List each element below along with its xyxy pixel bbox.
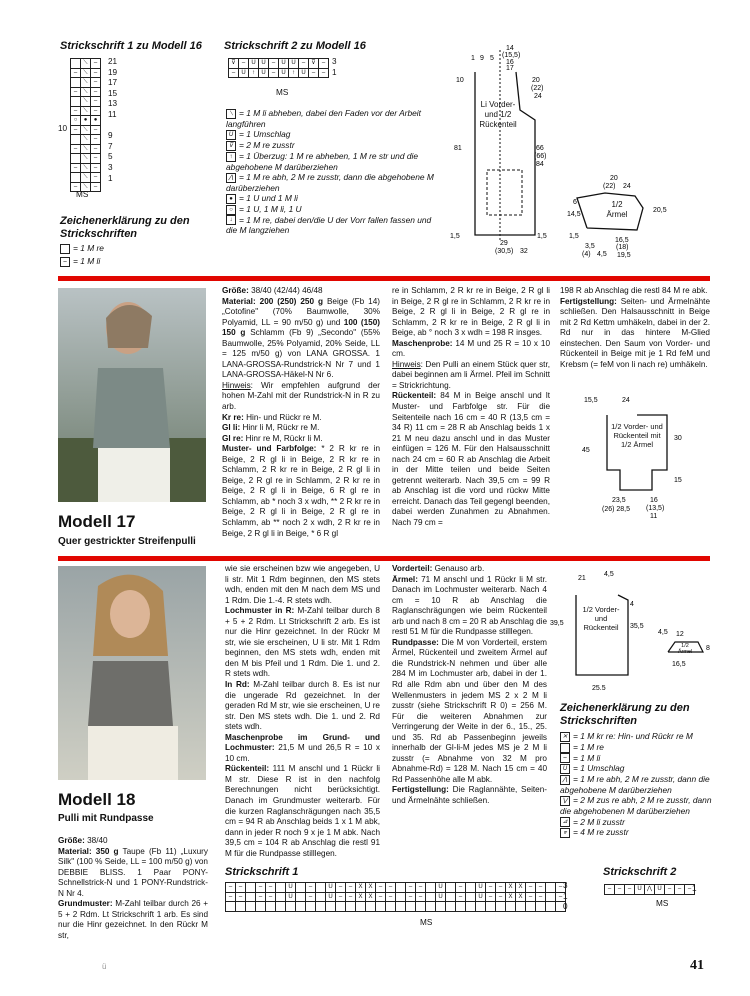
- legend-title-top: Zeichenerklärung zu den Strickschriften: [60, 215, 190, 240]
- svg-text:(26) 28,5: (26) 28,5: [602, 506, 631, 513]
- chart1-ms: MS: [76, 190, 89, 199]
- legend-top-middle: ⟍ = 1 M li abheben, dabei den Faden vor der Arbeit langführen U = 1 Umschlag ⊽ = 2 M re zusstr ↑ = 1 Überzug: 1 M re abheben, 1 M re str und die abgehobene M darüberziehen ⋀ = 1 M re abh, 2 M re zusstr, dann die abgehobene M darüberziehen ● = 1 U und 1 M li ○ = 1 U, 1 M li, 1 U ↓ = 1 M re, dabei den/die U der Vorr fallen fassen und die M langziehen: [226, 108, 434, 236]
- paragraph: Lochmuster in R: M-Zahl teilbar durch 8 + 5 + 2 Rdm. Lt Strickschrift 2 arb. Es ist nur die Hinr gezeichnet. In der Rückr M str, wie sie erscheinen, U li str. Mit 1 Rdm beginnen, den MS stets wdh, enden mit den M bis Pfeil und 1 Rdm. Die 1. und 2. R stets wdh.: [225, 606, 380, 679]
- svg-text:(15,5): (15,5): [502, 52, 521, 59]
- model17-col1: [222, 286, 380, 539]
- paragraph: Rückenteil: 111 M anschl und 1 Rückr li M str. Diese R ist in den nachfolg Berechnungen nicht berücksichtigt. Danach im Grundmuster weiterarb. Für die kurzen Raglanschrägungen nach 35,5 cm = 94 R ab Anschlag beids 1 x 1 M abk, dann in jeder R noch 9 x je 1 M abk. Nach 39,5 cm = 104 R ab Anschlag die restl 91 M für die Rundpasse stilllegen.: [225, 764, 380, 858]
- paragraph: Hinweis: Den Pulli an einem Stück quer str, dabei beginnen am li Ärmel. Pfeil im Schnitt = Strickrichtung.: [392, 359, 550, 390]
- svg-text:19,5: 19,5: [617, 252, 631, 259]
- svg-text:29: 29: [500, 240, 508, 247]
- paragraph: Material: 200 (250) 250 g Beige (Fb 14) „Cotofine" (70% Baumwolle, 30% Polyamid, LL = 90 m/50 g) und 100 (150) 150 g Schlamm (Fb 9) „Secondo" (55% Baumwolle, 25% Polyamid, 20% Seide, LL = 125 m/50 g) von LANA GROSSA. 1 LANA-GROSSA-Rundstrick-N Nr 7 und 1 LANA-GROSSA-Häkel-N Nr 6.: [222, 296, 381, 380]
- svg-text:16,5: 16,5: [615, 237, 629, 244]
- model18-title: Modell 18: [58, 790, 136, 809]
- svg-text:45: 45: [582, 447, 590, 454]
- legend-basic-1: = 1 M re: [60, 243, 104, 254]
- svg-text:21: 21: [578, 575, 586, 582]
- paragraph: Rundpasse: Die M von Vorderteil, erstem Ärmel, Rückenteil und zweitem Ärmel auf die Rundstrick-N nehmen und über alle 284 M im Lochmuster arb, dabei in der 1. Rd alle Rdm abn und über den M des Wellenmusters in jedem MS 2 x 2 M li zusstr (siehe Strickschrift R 0) = 256 M. Für die weiteren Abnahmen zur Verringerung der Weite in der 6., 15., 25. und 35. Rd ab Passenbeginn jeweils innerhalb der Gl-li-M jedes MS je 2 M li zusstr (= Abnahme von 32 M pro Abnahme-Rd) = 128 M. Nach 15 cm = 40 Rd Passenhöhe alle M abk.: [392, 637, 547, 784]
- svg-text:16,5: 16,5: [672, 661, 686, 668]
- svg-text:6: 6: [573, 199, 577, 206]
- svg-text:32: 32: [520, 248, 528, 255]
- svg-text:20,5: 20,5: [653, 207, 667, 214]
- svg-text:3,5: 3,5: [585, 243, 595, 250]
- svg-text:14,5: 14,5: [567, 211, 581, 218]
- svg-text:4,5: 4,5: [604, 571, 614, 578]
- red-divider-1: [58, 276, 710, 281]
- paragraph: Größe: 38/40: [58, 836, 108, 845]
- m18-chart2-ms: MS: [656, 899, 669, 908]
- paragraph: Gl li: Hinr li M, Rückr re M.: [222, 423, 320, 433]
- page-number: 41: [690, 958, 704, 973]
- svg-text:30: 30: [674, 435, 682, 442]
- svg-text:5: 5: [490, 55, 494, 62]
- legend-basic-2: – = 1 M li: [60, 256, 100, 267]
- model17-schematic: [572, 390, 712, 520]
- paragraph: wie sie erscheinen bzw wie angegeben, U li str. Mit 1 Rdm beginnen, den MS stets wdh, enden mit den M nach dem MS und 1 Rdm. Die 1.-4. R stets wdh.: [225, 564, 380, 605]
- svg-text:(66): (66): [534, 153, 547, 160]
- svg-text:(13,5): (13,5): [646, 505, 665, 512]
- svg-text:8: 8: [706, 645, 710, 652]
- paragraph: 198 R ab Anschlag die restl 84 M re abk.: [560, 286, 708, 295]
- paragraph: Vorderteil: Genauso arb.: [392, 564, 485, 573]
- model18-col1: [58, 836, 208, 941]
- paragraph: In Rd: M-Zahl teilbar durch 8. Es ist nur die ungerade Rd gezeichnet. In der geraden Rd M str, wie sie erscheinen, U re str. Den MS stets wdh. Die 1. und 2. Rd stets wdh.: [225, 680, 380, 732]
- paragraph: Material: 350 g Taupe (Fb 11) „Luxury Silk" (100 % Seide, LL = 100 m/50 g) von DEBBIE BLISS. 1 Paar PONY-Schnellstrick-N und 1 PONY-Rundstrick-N Nr 4.: [58, 846, 208, 898]
- svg-text:(22): (22): [531, 85, 544, 92]
- svg-text:24: 24: [623, 183, 631, 190]
- svg-text:24: 24: [622, 397, 630, 404]
- svg-text:24: 24: [534, 93, 542, 100]
- svg-text:(18): (18): [616, 244, 629, 251]
- svg-text:20: 20: [532, 77, 540, 84]
- footer-mark: ü: [102, 962, 107, 971]
- paragraph: Gl re: Hinr re M, Rückr li M.: [222, 433, 323, 443]
- svg-text:10: 10: [456, 77, 464, 84]
- paragraph: Hinweis: Wir empfehlen aufgrund der hohen M-Zahl mit der Rundstrick-N in R zu arb.: [222, 380, 380, 412]
- m18-chart2-rows: 1: [692, 884, 697, 893]
- paragraph: Grundmuster: M-Zahl teilbar durch 26 + 5 + 2 Rdm. Lt Strickschrift 1 arb. Es sind nur die Hinr gezeichnet. In den Rückr M str,: [58, 899, 208, 940]
- svg-text:84: 84: [536, 161, 544, 168]
- m18-chart2-grid: – – – U ⋀ U – – –: [604, 884, 695, 895]
- svg-text:23,5: 23,5: [612, 497, 626, 504]
- paragraph: Fertigstellung: Seiten- und Ärmelnähte schließen. Den Halsausschnitt in Beige mit 2 Rd Kettm umhäkeln, dabei in der 2. Rd nur in das hintere M-Glied einstechen. Den Saum von Vorder- und Rückenteil in Beige mit je 1 Rd feM und Krebsm (= feM von li nach re) umhäkeln.: [560, 296, 710, 369]
- svg-text:16: 16: [506, 59, 514, 66]
- paragraph: Größe: 38/40 (42/44) 46/48: [222, 286, 323, 295]
- paragraph: re in Schlamm, 2 R kr re in Beige, 2 R gl li in Beige, 2 R gl re in Schlamm, 2 R kr re in Beige, 2 R gl li in Beige, 2 R gl re in Schlamm, 2 R kr re in Beige, 2 R gl li in Beige, ab ° noch 3 x wdh = 198 R insges.: [392, 286, 550, 338]
- model18-photo: [58, 566, 206, 780]
- svg-text:16: 16: [650, 497, 658, 504]
- m18-chart2-title: Strickschrift 2: [603, 866, 677, 878]
- paragraph: Maschenprobe im Grund- und Lochmuster: 21,5 M und 26,5 R = 10 x 10 cm.: [225, 732, 380, 763]
- model17-col2: [392, 286, 550, 529]
- svg-text:4,5: 4,5: [597, 251, 607, 258]
- legend-title-m18: Zeichenerklärung zu den Strickschriften: [560, 702, 690, 727]
- chart1-title: Strickschrift 1 zu Modell 16: [60, 40, 202, 52]
- paragraph: Kr re: Hin- und Rückr re M.: [222, 412, 322, 422]
- svg-text:39,5: 39,5: [550, 620, 564, 627]
- svg-text:11: 11: [650, 513, 658, 520]
- model18-col2: [225, 564, 380, 859]
- panel-dim: 14: [506, 45, 514, 52]
- svg-text:81: 81: [454, 145, 462, 152]
- model17-col3: [560, 286, 710, 370]
- svg-text:20: 20: [610, 175, 618, 182]
- sleeve-center-label: 1/2 Ärmel: [606, 200, 628, 219]
- chart2-title: Strickschrift 2 zu Modell 16: [224, 40, 366, 52]
- legend-m18: ✕ = 1 M kr re: Hin- und Rückr re M = 1 M re – = 1 M li U = 1 Umschlag ⋀ = 1 M re abh, 2 M re zusstr, dann die abgehobene M darüberziehen ⋁ = 2 M zus re abh, 2 M re zusstr, dann die abgehobenen M darüberziehen ⊿ = 2 M li zusstr ⩔ = 4 M re zusstr: [560, 731, 712, 838]
- paragraph: Ärmel: 71 M anschl und 1 Rückr li M str. Danach im Lochmuster weiterarb. Nach 4 cm = 10 R ab Anschlag die Raglanschrägungen wie beim Rückenteil arb und nach 8 cm = 20 R ab Anschlag die restl 51 M für die Rundpasse stilllegen.: [392, 574, 547, 637]
- m18-chart1-ms: MS: [420, 918, 433, 927]
- svg-text:1,5: 1,5: [537, 233, 547, 240]
- red-divider-2: [58, 556, 710, 561]
- chart2-ms: MS: [276, 88, 289, 97]
- m18-chart1-rows: 3 1 0: [563, 881, 568, 912]
- svg-text:(30,5): (30,5): [495, 248, 514, 255]
- paragraph: Muster- und Farbfolge: * 2 R kr re in Beige, 2 R gl li in Beige, 2 R kr re in Schlamm, 2 R kr re in Beige, 2 R gl li in Beige, 2 R gl re in Schlamm, 2 R kr re in Beige, 2 R gl li in Beige, 6 R gl re in Schlamm, ab * noch 3 x wdh, ** 2 R kr re in Beige, 2 R gl li in Beige, 2 R gl re in Schlamm, ab ** noch 2 x wdh, 2 R kr re in Beige, 2 R gl li in Beige, * 6 R gl: [222, 444, 380, 538]
- svg-text:1,5: 1,5: [450, 233, 460, 240]
- schematic-panel: [440, 40, 580, 260]
- model18-schematic-label: 1/2 Vorder- und Rückenteil: [582, 605, 620, 632]
- model18-col3: [392, 564, 547, 807]
- svg-text:35,5: 35,5: [630, 623, 644, 630]
- model18-sleeve-label: 1/2 Ärmel: [677, 643, 693, 655]
- svg-text:4: 4: [630, 601, 634, 608]
- paragraph: Maschenprobe: 14 M und 25 R = 10 x 10 cm.: [392, 338, 550, 359]
- model17-schematic-label: 1/2 Vorder- und Rückenteil mit 1/2 Ärmel: [611, 422, 663, 449]
- model17-photo: [58, 288, 206, 502]
- svg-text:12: 12: [676, 631, 684, 638]
- svg-text:17: 17: [506, 65, 514, 72]
- model18-subtitle: Pulli mit Rundpasse: [58, 813, 154, 824]
- panel-center-label: Li Vorder- und 1/2 Rückenteil: [479, 100, 517, 129]
- chart1-row-numbers: 21 19 17 15 13 11 9 7 5 3 1: [108, 57, 118, 183]
- model17-title: Modell 17: [58, 512, 136, 531]
- svg-text:1,5: 1,5: [569, 233, 579, 240]
- svg-text:25,5: 25,5: [592, 685, 606, 690]
- chart1-left-row: 10: [58, 124, 68, 133]
- chart2-grid: ⊽ – U U – U U – ⊽ – – U ↑ U – U ↑ U – –: [228, 58, 329, 78]
- chart2-rows: 3 1: [332, 57, 337, 77]
- svg-text:9: 9: [480, 55, 484, 62]
- model18-schematic: [548, 570, 713, 690]
- m18-chart1-title: Strickschrift 1: [225, 866, 299, 878]
- svg-text:(4): (4): [582, 251, 591, 258]
- paragraph: Rückenteil: 84 M in Beige anschl und lt Muster- und Farbfolge str. Für die Seitenteile nach 16 cm = 40 R (13,5 cm = 34 R) 11 cm = 28 R ab Anschlag beids 1 x 21 M neu dazu anschl und in das Muster einfügen = 126 M. Für den Halsausschnitt nach 24 cm = 60 R ab Anschlag die Arbeit in der Mitte teilen und beide Seiten getrennt weiterarb. Nach 39,5 cm = 99 R ab Anschlag ist die vord und rückw Mitte erreicht. Danach das Teil gegengl beenden, dabei werden Zunahmen zu Abnahmen. Nach 79 cm =: [392, 391, 550, 528]
- svg-text:(22): (22): [603, 183, 616, 190]
- paragraph: Fertigstellung: Die Raglannähte, Seiten- und Ärmelnähte schließen.: [392, 785, 547, 806]
- svg-text:66: 66: [536, 145, 544, 152]
- svg-text:15,5: 15,5: [584, 397, 598, 404]
- chart1-grid: ⟍ – – ⟍ – ⟍ – – ⟍ – ⟍ – – ⟍ – ○ ● ● – ⟍ – ⟍ – – ⟍ – ⟍ – – ⟍ – ⟍ – – ⟍ –: [70, 58, 101, 192]
- svg-text:1: 1: [471, 55, 475, 62]
- svg-text:4,5: 4,5: [658, 629, 668, 636]
- svg-text:15: 15: [674, 477, 682, 484]
- model17-subtitle: Quer gestrickter Streifenpulli: [58, 536, 196, 547]
- m18-chart1-grid: – – – – U – U – – X X – – – – U – U – – X X – – – – – – – U – U – – X X – – – – U – U – – X X – – –: [225, 882, 566, 912]
